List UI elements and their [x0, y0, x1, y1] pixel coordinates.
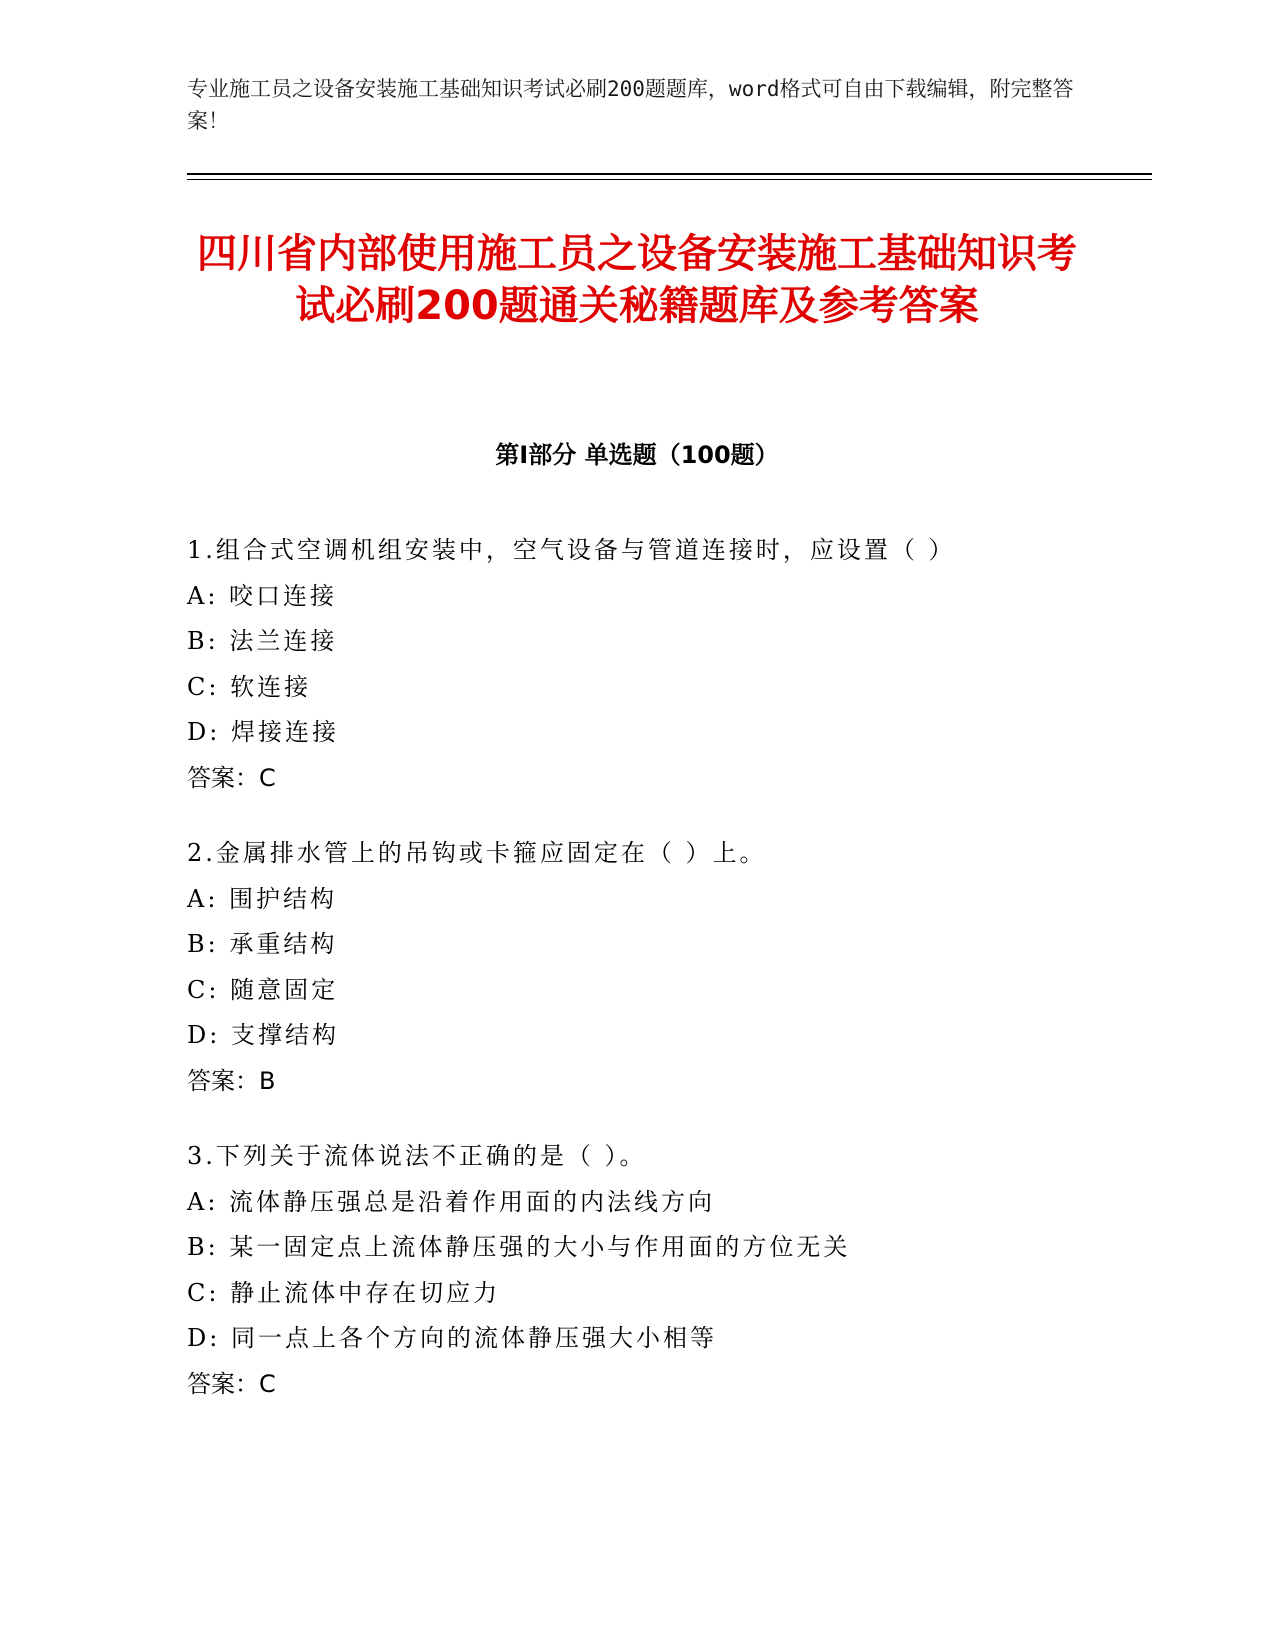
- option-b: B: 承重结构: [187, 930, 338, 958]
- option-c: C: 静止流体中存在切应力: [187, 1278, 501, 1307]
- option-b: B: 某一固定点上流体静压强的大小与作用面的方位无关: [187, 1233, 851, 1261]
- document-title: 四川省内部使用施工员之设备安装施工基础知识考试必刷200题通关秘籍题库及参考答案: [197, 231, 1077, 329]
- option-a: A: 咬口连接: [187, 581, 338, 610]
- header-divider-thin: [187, 179, 1152, 180]
- question-stem: 2.金属排水管上的吊钩或卡箍应固定在（ ）上。: [187, 839, 767, 867]
- option-d: D: 焊接连接: [187, 718, 339, 746]
- option-a: A: 流体静压强总是沿着作用面的内法线方向: [187, 1187, 716, 1216]
- answer: 答案：C: [187, 763, 276, 792]
- question-2: [187, 831, 1087, 1104]
- header-note: 专业施工员之设备安装施工基础知识考试必刷200题题库，word格式可自由下载编辑，附完整答案！: [187, 77, 1074, 133]
- answer: 答案：B: [187, 1066, 276, 1095]
- question-stem: 1.组合式空调机组安装中，空气设备与管道连接时，应设置（ ）: [187, 536, 956, 564]
- option-a: A: 围护结构: [187, 884, 338, 913]
- option-d: D: 同一点上各个方向的流体静压强大小相等: [187, 1324, 717, 1352]
- question-list: [187, 528, 1087, 1437]
- question-1: [187, 528, 1087, 801]
- section-title: 第I部分 单选题（100题）: [495, 441, 779, 469]
- option-c: C: 随意固定: [187, 975, 339, 1004]
- answer: 答案：C: [187, 1369, 276, 1398]
- option-c: C: 软连接: [187, 672, 312, 701]
- option-b: B: 法兰连接: [187, 627, 338, 655]
- option-d: D: 支撑结构: [187, 1021, 339, 1049]
- question-3: [187, 1134, 1087, 1407]
- question-stem: 3.下列关于流体说法不正确的是（ ）。: [187, 1142, 647, 1170]
- header-divider-thick: [187, 173, 1152, 175]
